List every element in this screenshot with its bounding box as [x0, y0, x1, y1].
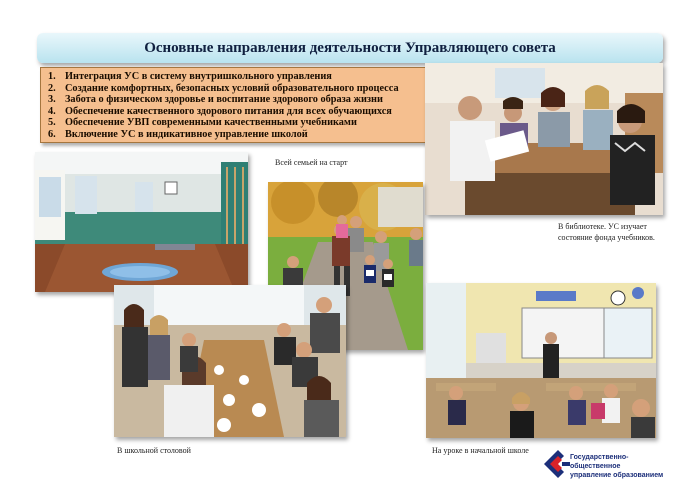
- list-item-number: 4.: [48, 105, 56, 117]
- gou-logo-icon: [540, 448, 570, 480]
- list-item-number: 5.: [48, 117, 56, 128]
- gou-logo-text: [570, 453, 670, 480]
- canteen-caption: В школьной столовой: [117, 446, 191, 455]
- list-item: [41, 129, 432, 141]
- gou-logo-line1: Государственно-общественное: [570, 454, 629, 470]
- library-caption-line1: В библиотеке. УС изучает: [558, 222, 647, 231]
- library-meeting-photo: [425, 63, 663, 215]
- lesson-caption: На уроке в начальной школе: [432, 446, 529, 455]
- list-item-number: 6.: [48, 128, 56, 140]
- school-gym-illustration: [35, 152, 248, 292]
- list-item-text: Забота о физическом здоровье и воспитание здорового образа жизни: [65, 94, 383, 105]
- school-gym-photo: [35, 152, 248, 292]
- directions-list: [41, 71, 432, 140]
- canteen-photo: [114, 285, 346, 437]
- list-item-text: Создание комфортных, безопасных условий образовательного процесса: [65, 82, 399, 94]
- list-item: [41, 83, 432, 95]
- title-bar: [37, 33, 663, 63]
- list-item: [41, 106, 432, 118]
- gou-logo-line2: управление образованием: [570, 472, 664, 479]
- library-meeting-illustration: [425, 63, 663, 215]
- list-item-text: Интеграция УС в систему внутришкольного управления: [65, 71, 332, 82]
- list-item-text: Обеспечение качественного здорового питания для всех обучающихся: [65, 105, 392, 117]
- list-item: [41, 117, 432, 129]
- family-caption: Всей семьей на старт: [275, 158, 348, 167]
- page-title: Основные направления деятельности Управляющего совета: [144, 39, 556, 56]
- gou-logo: [540, 448, 670, 480]
- directions-list-box: [40, 67, 433, 143]
- list-item-number: 2.: [48, 82, 56, 94]
- canteen-illustration: [114, 285, 346, 437]
- library-caption-line2: состояние фонда учебников.: [558, 233, 655, 242]
- list-item-text: Включение УС в индикативное управление школой: [65, 128, 308, 140]
- list-item-number: 3.: [48, 94, 56, 105]
- list-item-number: 1.: [48, 71, 56, 82]
- classroom-illustration: [426, 283, 656, 438]
- list-item: [41, 94, 432, 106]
- list-item-text: Обеспечение УВП современными качественными учебниками: [65, 117, 357, 128]
- list-item: [41, 71, 432, 83]
- classroom-photo: [426, 283, 656, 438]
